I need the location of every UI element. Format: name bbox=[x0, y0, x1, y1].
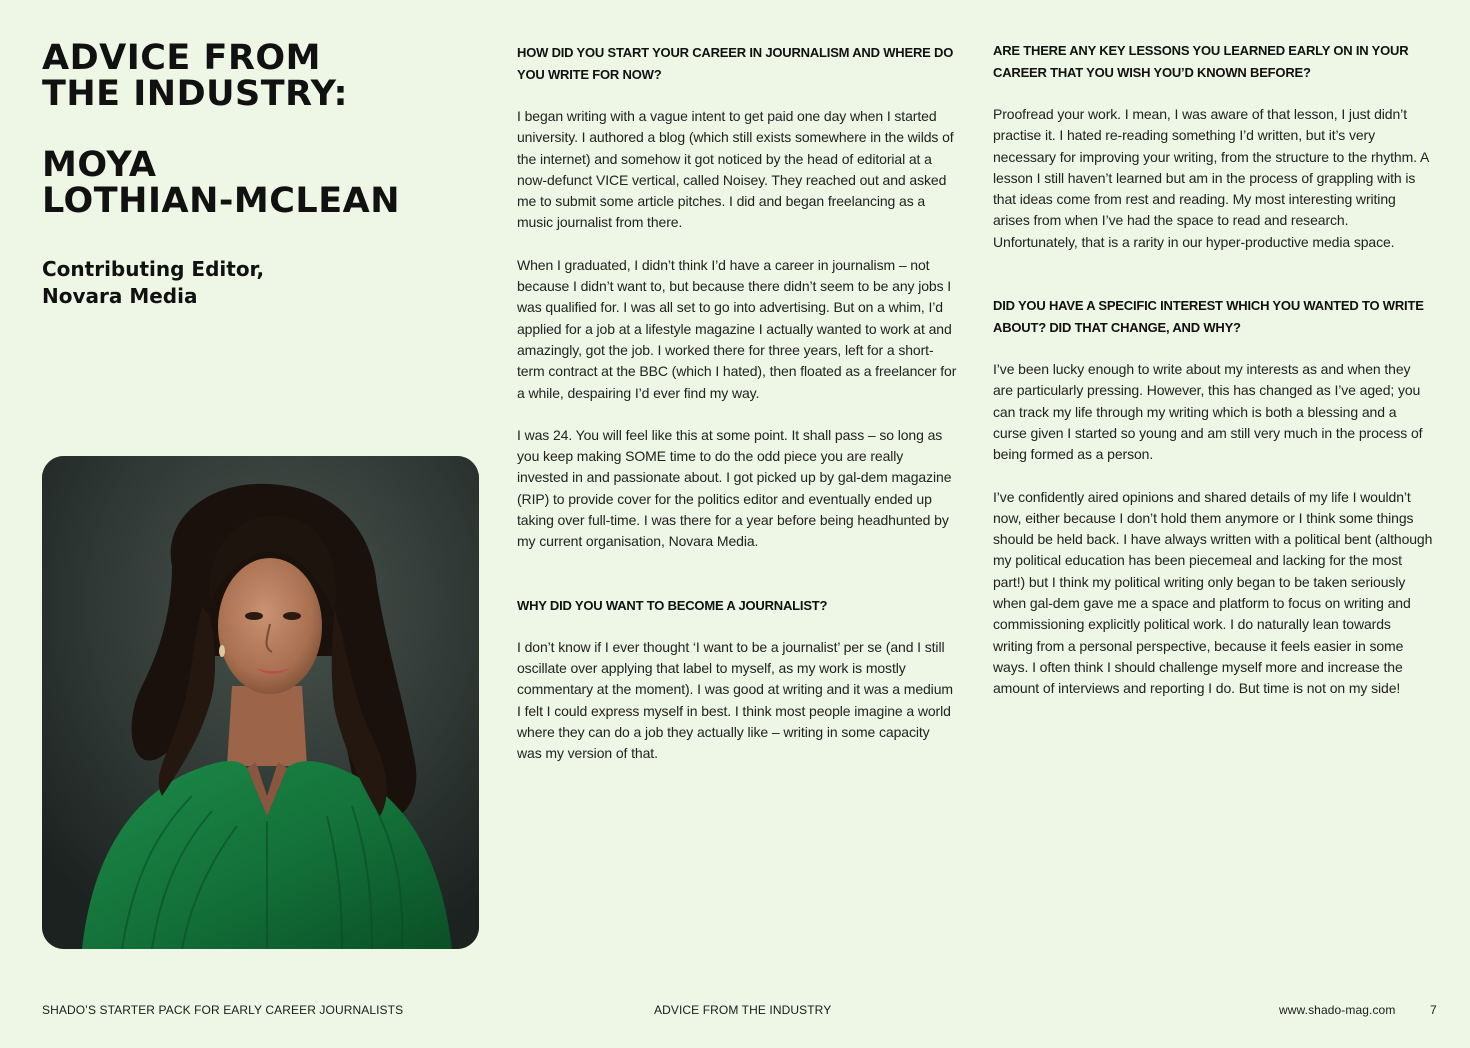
page-title bbox=[42, 40, 348, 112]
question: HOW DID YOU START YOUR CAREER IN JOURNALISM AND WHERE DO YOU WRITE FOR NOW? bbox=[517, 45, 954, 82]
interviewee-name-line: MOYA bbox=[42, 145, 157, 185]
interview-column-right bbox=[993, 40, 1433, 700]
answer-paragraph: I began writing with a vague intent to get paid one day when I started university. I authored a blog (which still exists somewhere in the wilds of the internet) and somehow it got noticed by the head of editorial at a now-defunct VICE vertical, called Noisey. They reached out and asked me to submit some article pitches. I did and began freelancing as a music journalist from there. bbox=[517, 108, 954, 231]
page-number: 7 bbox=[1430, 1003, 1437, 1017]
answer-paragraph: When I graduated, I didn’t think I’d have a career in journalism – not because I didn’t want to, but because there didn’t seem to be any jobs I was qualified for. I was all set to go into advertising. But on a whim, I’d applied for a job at a lifestyle magazine I actually wanted to work at and amazingly, got the job. I worked there for three years, left for a short-term contract at the BBC (which I hated), then floated as a freelancer for a while, despairing I’d ever find my way. bbox=[517, 256, 957, 401]
page-title-line: ADVICE FROM bbox=[42, 38, 321, 78]
footer-publication: SHADO’S STARTER PACK FOR EARLY CAREER JOURNALISTS bbox=[42, 1003, 404, 1017]
qa-section bbox=[993, 40, 1433, 253]
qa-section bbox=[993, 295, 1433, 699]
answer-paragraph: I’ve been lucky enough to write about my interests as and when they are particularly pressing. However, this has changed as I’ve aged; you can track my life through my writing which is both a blessing and a curse given I started so young and am still very much in the process of being formed as a person. bbox=[993, 361, 1423, 463]
footer-url: www.shado-mag.com bbox=[1279, 1003, 1396, 1017]
qa-section bbox=[517, 595, 957, 765]
interviewee-role-line: Novara Media bbox=[42, 284, 198, 308]
qa-section bbox=[517, 42, 957, 553]
interviewee-role bbox=[42, 256, 264, 310]
question: DID YOU HAVE A SPECIFIC INTEREST WHICH YOU WANTED TO WRITE ABOUT? DID THAT CHANGE, AND WHY? bbox=[993, 298, 1424, 336]
footer-section: ADVICE FROM THE INDUSTRY bbox=[654, 1003, 832, 1017]
question: WHY DID YOU WANT TO BECOME A JOURNALIST? bbox=[517, 597, 828, 613]
question: ARE THERE ANY KEY LESSONS YOU LEARNED EARLY ON IN YOUR CAREER THAT YOU WISH YOU’D KNOWN BEFORE? bbox=[993, 43, 1409, 80]
answer-paragraph: I’ve confidently aired opinions and shared details of my life I wouldn’t now, either because I don’t hold them anymore or I think some things should be held back. I have always written with a political bent (although my political education has been piecemeal and lacking for the most part!) but I think my political writing only began to be taken seriously when gal-dem gave me a space and platform to focus on writing and commissioning explicitly political work. I do naturally lean towards writing from a personal perspective, because it feels easier in some ways. I often think I should challenge myself more and increase the amount of interviews and reporting I do. But time is not on my side! bbox=[993, 488, 1433, 697]
answer-paragraph: I don’t know if I ever thought ‘I want to be a journalist’ per se (and I still oscillate over applying that label to myself, as my work is mostly commentary at the moment). I was good at writing and it was a medium I felt I could express myself in best. I think most people imagine a world where they can do a job they actually like – writing in some capacity was my version of that. bbox=[517, 638, 953, 762]
portrait-photo-icon bbox=[42, 456, 479, 949]
interviewee-role-line: Contributing Editor, bbox=[42, 257, 265, 281]
answer-paragraph: I was 24. You will feel like this at some point. It shall pass – so long as you keep making SOME time to do the odd piece you are really invested in and passionate about. I got picked up by gal-dem magazine (RIP) to provide cover for the politics editor and eventually ended up taking over full-time. I was there for a year before being headhunted by my current organisation, Novara Media. bbox=[517, 426, 952, 550]
answer-paragraph: Proofread your work. I mean, I was aware of that lesson, I just didn’t practise it. I hated re-reading something I’d written, but it’s very necessary for improving your writing, from the structure to the rhythm. A lesson I still haven’t learned but am in the process of grappling with is that ideas come from rest and reading. My most interesting writing arises from when I’ve had the space to read and research. Unfortunately, that is a rarity in our hyper-productive media space. bbox=[993, 106, 1429, 250]
page-title-line: THE INDUSTRY: bbox=[42, 74, 348, 114]
portrait-photo bbox=[42, 456, 479, 949]
interviewee-name bbox=[42, 147, 400, 219]
interviewee-name-line: LOTHIAN-MCLEAN bbox=[42, 181, 401, 221]
interview-column-middle bbox=[517, 42, 957, 764]
